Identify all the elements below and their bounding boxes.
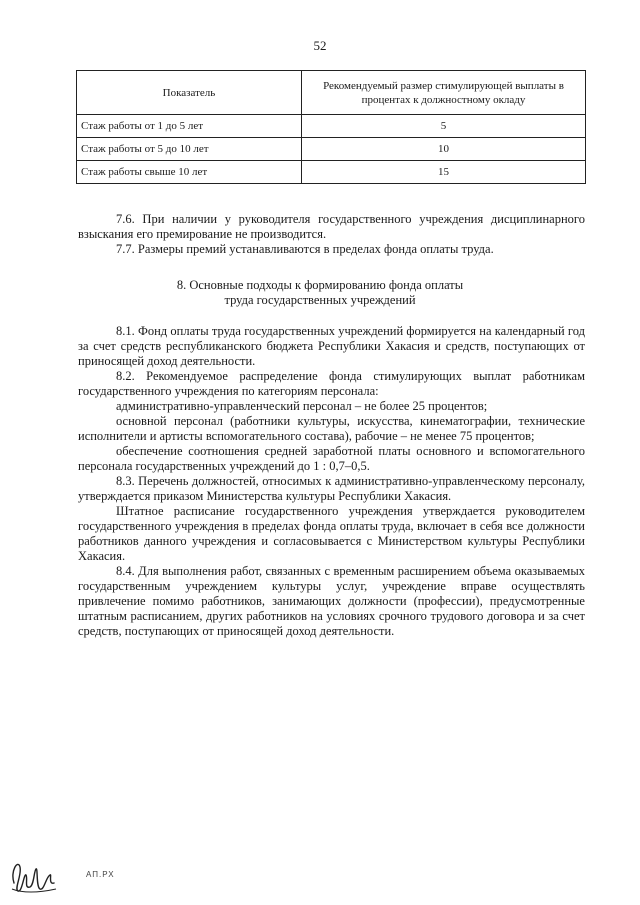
table-cell-value: 10 (302, 138, 586, 161)
section-7-text (78, 212, 585, 257)
table-cell-value: 5 (302, 115, 586, 138)
table-cell-value: 15 (302, 161, 586, 184)
section-8-text (78, 324, 585, 639)
paragraph-8-3: 8.3. Перечень должностей, относимых к административно-управленческому персоналу, утверждается приказом Министерства культуры Республики Хакасия. (78, 474, 585, 503)
table-row (77, 115, 586, 138)
handwritten-signature (8, 853, 60, 897)
table-cell-indicator: Стаж работы от 1 до 5 лет (77, 115, 302, 138)
section-8-title-line-1: 8. Основные подходы к формированию фонда оплаты (176, 278, 464, 292)
paragraph-8-2-main-staff: основной персонал (работники культуры, искусства, кинематографии, технические исполнители и артисты вспомогательного состава), рабочие – не менее 75 процентов; (78, 414, 585, 443)
paragraph-8-1: 8.1. Фонд оплаты труда государственных учреждений формируется на календарный год за счет средств республиканского бюджета Республики Хакасия и средств, поступающих от приносящей доход деятельности. (78, 324, 585, 368)
paragraph-8-3-staffing: Штатное расписание государственного учреждения утверждается руководителем государственного учреждения в пределах фонда оплаты труда, включает в себя все должности работников данного учреждения и согласовывается с Министерством культуры Республики Хакасия. (78, 504, 585, 563)
page-number: 52 (313, 38, 327, 53)
table-row (77, 161, 586, 184)
paragraph-8-2: 8.2. Рекомендуемое распределение фонда стимулирующих выплат работникам государственного учреждения по категориям персонала: (78, 369, 585, 398)
table-header-indicator: Показатель (77, 71, 302, 115)
paragraph-8-2-ratio: обеспечение соотношения средней заработной платы основного и вспомогательного персонала государственных учреждений до 1 : 0,7–0,5. (78, 444, 585, 473)
section-8-heading (0, 278, 640, 308)
paragraph-8-4: 8.4. Для выполнения работ, связанных с временным расширением объема оказываемых государственным учреждением культуры услуг, учреждение вправе осуществлять привлечение помимо работников, занимающих должности (профессии), предусмотренные штатным расписанием, других работников на условиях срочного трудового договора и за счет средств, поступающих от приносящей доход деятельности. (78, 564, 585, 638)
table-cell-indicator: Стаж работы от 5 до 10 лет (77, 138, 302, 161)
footer-code: АП.РХ (86, 870, 115, 879)
table-cell-indicator: Стаж работы свыше 10 лет (77, 161, 302, 184)
section-8-title-line-2: труда государственных учреждений (224, 293, 416, 307)
table-header-amount: Рекомендуемый размер стимулирующей выплаты в процентах к должностному окладу (302, 71, 586, 115)
bonus-table (76, 70, 586, 184)
table-row (77, 138, 586, 161)
paragraph-8-2-admin: административно-управленческий персонал – не более 25 процентов; (116, 399, 488, 413)
paragraph-7-6: 7.6. При наличии у руководителя государственного учреждения дисциплинарного взыскания его премирование не производится. (78, 212, 585, 241)
table-header-row (77, 71, 586, 115)
paragraph-7-7: 7.7. Размеры премий устанавливаются в пределах фонда оплаты труда. (116, 242, 494, 256)
